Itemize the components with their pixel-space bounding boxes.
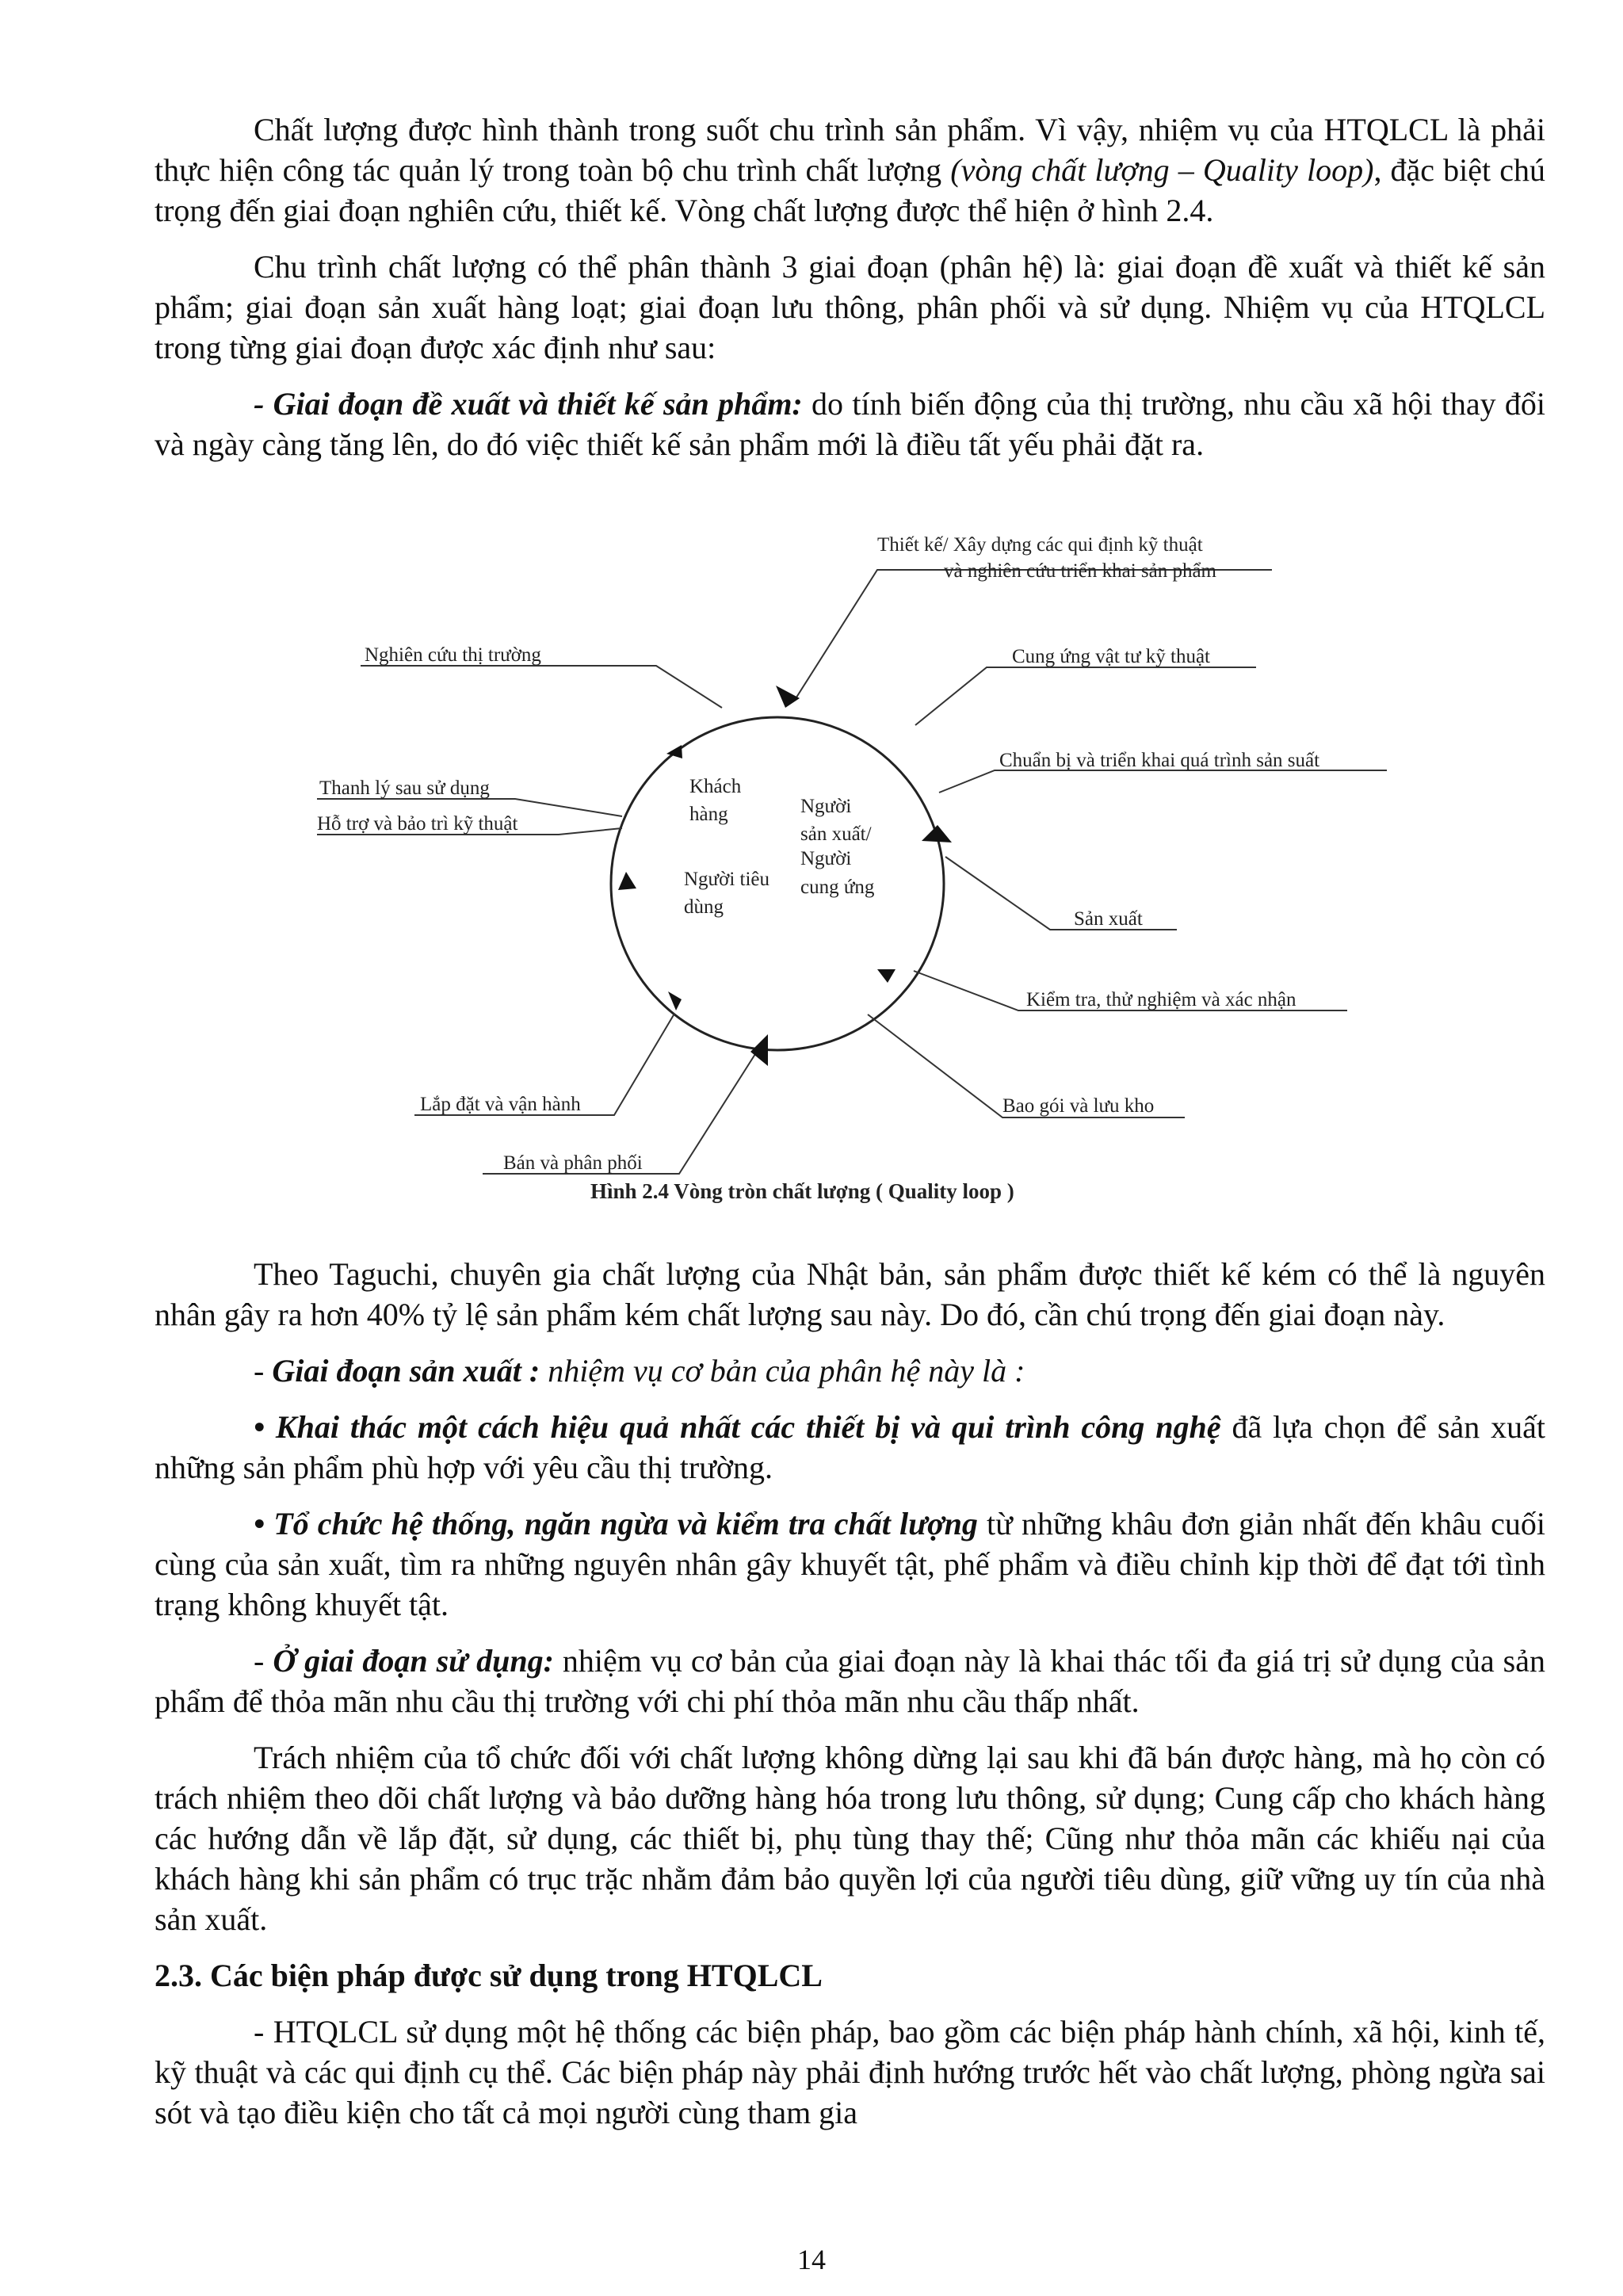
paragraph-usage-stage	[155, 1641, 1545, 1721]
section-heading: 2.3. Các biện pháp được sử dụng trong HTQLCL	[155, 1958, 823, 1993]
text-bottom	[155, 1254, 1545, 2149]
center-producer-line1: Người	[800, 796, 852, 817]
center-consumer-line2: dùng	[684, 896, 724, 918]
paragraph-text: nhiệm vụ cơ bản của giai đoạn này là khai thác tối đa giá trị sử dụng của sản phẩm để thỏa mãn nhu cầu thị trường với chi phí thỏa mãn nhu cầu thấp nhất.	[155, 1643, 1546, 1719]
center-customer-line1: Khách	[689, 776, 742, 797]
bullet-organize	[155, 1503, 1545, 1625]
paragraph-production-stage	[155, 1350, 1545, 1391]
label-disposal: Thanh lý sau sử dụng	[319, 777, 490, 799]
dash: -	[254, 1353, 273, 1389]
stage-title: Giai đoạn sản xuất :	[272, 1353, 540, 1389]
label-prep: Chuẩn bị và triển khai quá trình sản suất	[999, 750, 1320, 771]
paragraph-responsibility: Trách nhiệm của tổ chức đối với chất lượng không dừng lại sau khi đã bán được hàng, mà họ còn có trách nhiệm theo dõi chất lượng và bảo dưỡng hàng hóa trong lưu thông, sử dụng; Cung cấp cho khách hàng các hướng dẫn về lắp đặt, sử dụng, các thiết bị, phụ tùng thay thế; Cũng như thỏa mãn các khiếu nại của khách hàng khi sản phẩm có trục trặc nhằm đảm bảo quyền lợi của người tiêu dùng, giữ vững uy tín của nhà sản xuất.	[155, 1740, 1545, 1937]
label-support: Hỗ trợ và bảo trì kỹ thuật	[317, 813, 518, 835]
text-top	[155, 109, 1545, 480]
paragraph-text: , đặc biệt chú trọng đến giai đoạn nghiên cứu, thiết kế. Vòng chất lượng được thể hiện ở hình 2.4.	[155, 152, 1546, 228]
label-sales: Bán và phân phối	[503, 1152, 643, 1174]
label-install: Lắp đặt và vận hành	[420, 1094, 581, 1115]
quality-loop-diagram	[313, 519, 1399, 1217]
label-design-line2: và nghiên cứu triển khai sản phẩm	[944, 560, 1217, 582]
label-packaging: Bao gói và lưu kho	[1002, 1095, 1155, 1117]
paragraph-cycle: Chu trình chất lượng có thể phân thành 3 giai đoạn (phân hệ) là: giai đoạn đề xuất và thiết kế sản phẩm; giai đoạn sản xuất hàng loạt; giai đoạn lưu thông, phân phối và sử dụng. Nhiệm vụ của HTQLCL trong từng giai đoạn được xác định như sau:	[155, 249, 1545, 365]
label-market: Nghiên cứu thị trường	[365, 644, 541, 666]
dash: -	[254, 1643, 273, 1679]
stage-title: - Giai đoạn đề xuất và thiết kế sản phẩm:	[254, 386, 803, 422]
bullet-exploit	[155, 1407, 1545, 1488]
paragraph-taguchi: Theo Taguchi, chuyên gia chất lượng của Nhật bản, sản phẩm được thiết kế kém có thể là nguyên nhân gây ra hơn 40% tỷ lệ sản phẩm kém chất lượng sau này. Do đó, cần chú trọng đến giai đoạn này.	[155, 1256, 1545, 1332]
label-production: Sản xuất	[1074, 908, 1143, 930]
center-consumer-line1: Người tiêu	[684, 869, 770, 890]
paragraph-text: nhiệm vụ cơ bản của phân hệ này là :	[540, 1353, 1025, 1389]
paragraph-text: Chất lượng được hình thành trong suốt chu trình sản phẩm. Vì vậy, nhiệm vụ của HTQLCL là phải thực hiện công tác quản lý trong toàn bộ chu trình chất lượng	[155, 112, 1545, 188]
center-producer-line3: Người	[800, 848, 852, 869]
italic-term: (vòng chất lượng – Quality loop)	[950, 152, 1374, 188]
paragraph-design-stage	[155, 384, 1545, 464]
bullet-title: • Tổ chức hệ thống, ngăn ngừa và kiểm tra chất lượng	[254, 1506, 978, 1541]
center-customer-line2: hàng	[689, 804, 728, 825]
paragraph-measures: - HTQLCL sử dụng một hệ thống các biện pháp, bao gồm các biện pháp hành chính, xã hội, kinh tế, kỹ thuật và các qui định cụ thể. Các biện pháp này phải định hướng trước hết vào chất lượng, phòng ngừa sai sót và tạo điều kiện cho tất cả mọi người cùng tham gia	[155, 2014, 1545, 2130]
paragraph-text: do tính biến động của thị trường, nhu cầu xã hội thay đổi và ngày càng tăng lên, do đó việc thiết kế sản phẩm mới là điều tất yếu phải đặt ra.	[155, 386, 1546, 462]
label-design-line1: Thiết kế/ Xây dựng các qui định kỹ thuật	[877, 534, 1203, 556]
paragraph-text: từ những khâu đơn giản nhất đến khâu cuối cùng của sản xuất, tìm ra những nguyên nhân gây khuyết tật, phế phẩm và điều chỉnh kịp thời để đạt tới tình trạng không khuyết tật.	[155, 1506, 1545, 1622]
stage-title: Ở giai đoạn sử dụng:	[273, 1643, 554, 1679]
page-number: 14	[797, 2244, 826, 2275]
center-producer-line2: sản xuất/	[800, 823, 872, 845]
bullet-title: • Khai thác một cách hiệu quả nhất các thiết bị và qui trình công nghệ	[254, 1409, 1221, 1445]
label-supply: Cung ứng vật tư kỹ thuật	[1012, 646, 1210, 667]
quality-loop-figure	[313, 519, 1399, 1217]
paragraph-text: đã lựa chọn để sản xuất những sản phẩm phù hợp với yêu cầu thị trường.	[155, 1409, 1546, 1485]
label-inspection: Kiểm tra, thử nghiệm và xác nhận	[1026, 989, 1296, 1010]
center-producer-line4: cung ứng	[800, 877, 875, 898]
figure-caption: Hình 2.4 Vòng tròn chất lượng ( Quality loop )	[590, 1179, 1014, 1203]
paragraph-intro	[155, 109, 1545, 231]
